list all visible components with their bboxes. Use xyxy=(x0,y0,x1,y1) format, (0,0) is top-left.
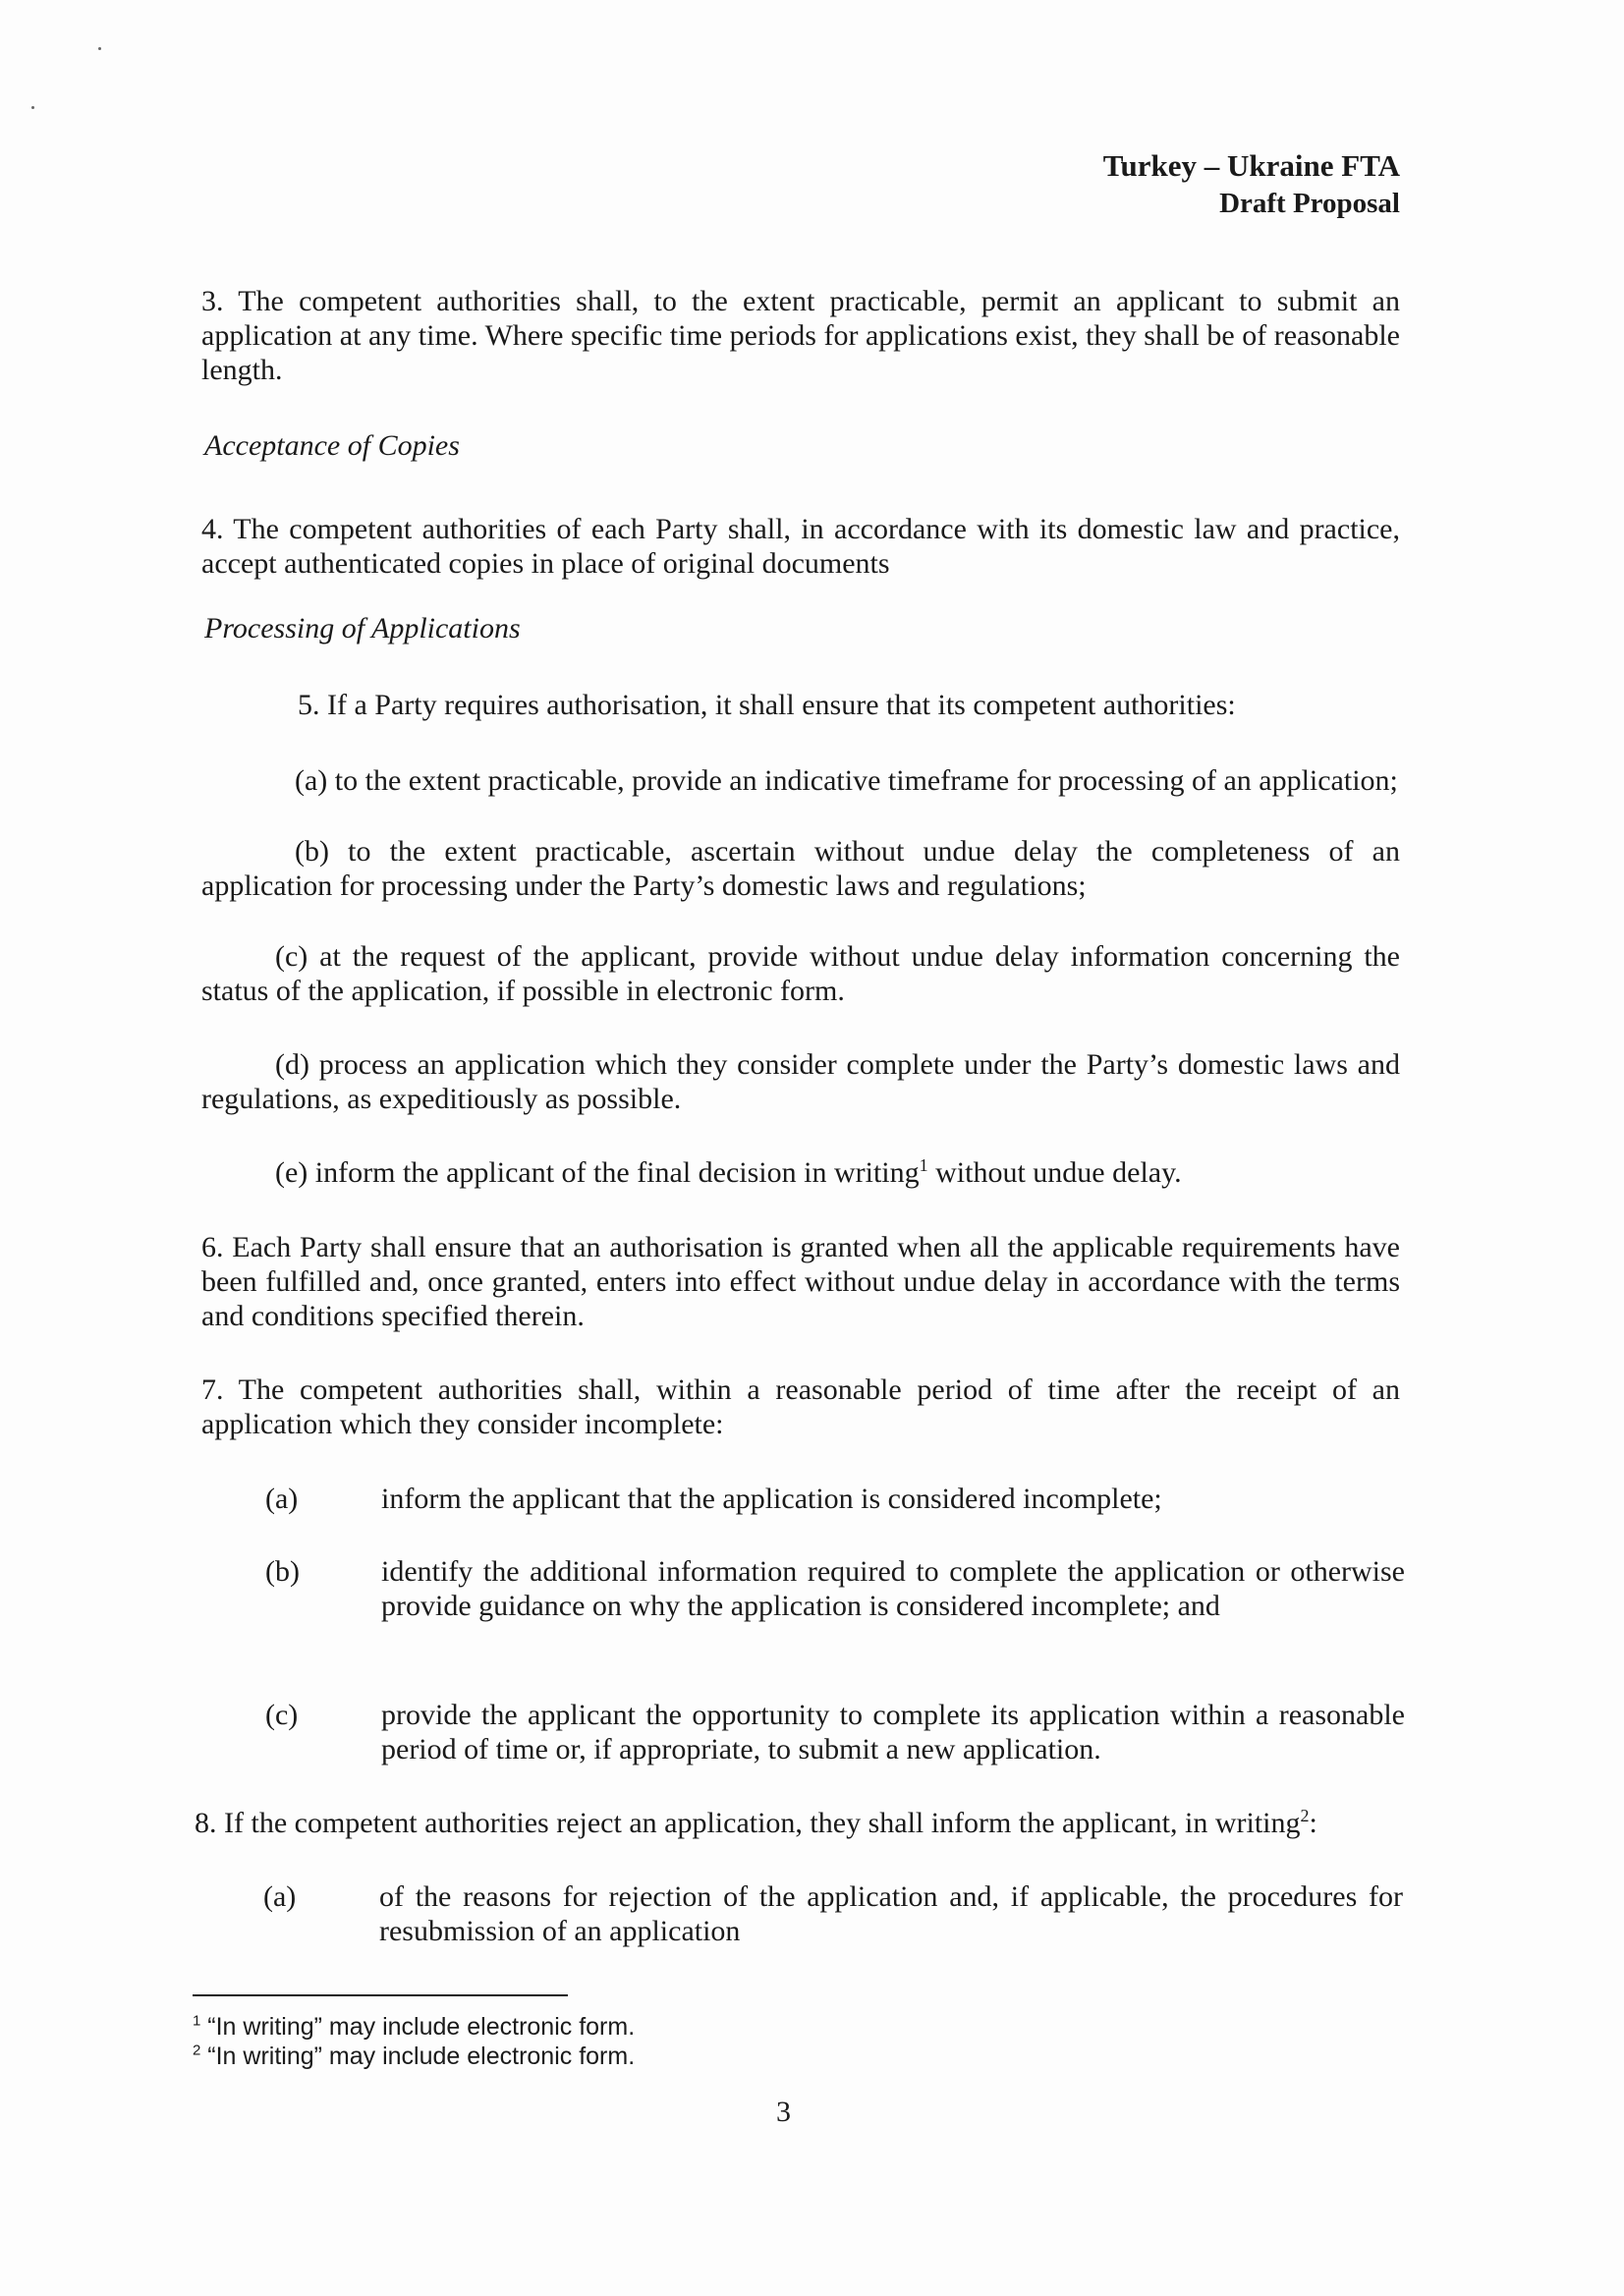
list-item xyxy=(263,1879,1403,1948)
paragraph-5e-text: (e) inform the applicant of the final decision in writing xyxy=(275,1156,920,1189)
list-item-label: (a) xyxy=(263,1880,297,1913)
document-header xyxy=(1103,147,1400,222)
footnote-ref-2: 2 xyxy=(1300,1806,1310,1825)
footnote-text: “In writing” may include electronic form. xyxy=(200,2013,636,2041)
list-item xyxy=(265,1554,1405,1623)
paragraph-8-text: 8. If the competent authorities reject an application, they shall inform the applicant, in writing xyxy=(195,1807,1301,1839)
paragraph-5d: (d) process an application which they consider complete under the Party’s domestic laws and regulations, as expeditiously as possible. xyxy=(201,1048,1400,1115)
list-item-text: inform the applicant that the application is considered incomplete; xyxy=(381,1483,1162,1515)
paragraph-5: 5. If a Party requires authorisation, it shall ensure that its competent authorities: xyxy=(298,689,1236,721)
list-item-label: (b) xyxy=(265,1555,300,1588)
heading-acceptance-of-copies: Acceptance of Copies xyxy=(204,429,460,462)
paragraph-5e xyxy=(275,1155,1405,1190)
paragraph-8 xyxy=(195,1806,1403,1840)
list-item-label: (a) xyxy=(265,1483,299,1515)
paragraph-5a: (a) to the extent practicable, provide an indicative timeframe for processing of an application; xyxy=(295,764,1398,797)
paragraph-5b: (b) to the extent practicable, ascertain without undue delay the completeness of an application for processing under the Party’s domestic laws and regulations; xyxy=(201,835,1400,902)
footnote-text: “In writing” may include electronic form. xyxy=(200,2043,636,2070)
paragraph-3: 3. The competent authorities shall, to the extent practicable, permit an applicant to submit an application at any time. Where specific time periods for applications exist, they shall be of reasonable length. xyxy=(201,285,1400,386)
list-item xyxy=(265,1698,1405,1766)
list-item xyxy=(265,1482,1405,1516)
scan-speck xyxy=(31,106,34,109)
footnote-2 xyxy=(193,2042,635,2071)
footnote-ref-1: 1 xyxy=(919,1155,928,1175)
paragraph-8-tail: : xyxy=(1309,1807,1317,1839)
list-item-text: of the reasons for rejection of the application and, if applicable, the procedures for resubmission of an application xyxy=(379,1880,1403,1947)
footnote-mark: 1 xyxy=(193,2012,201,2030)
footnote-mark: 2 xyxy=(193,2042,201,2059)
footnote-separator xyxy=(193,1994,568,1996)
paragraph-4: 4. The competent authorities of each Party shall, in accordance with its domestic law and practice, accept authenticated copies in place of original documents xyxy=(201,513,1400,580)
paragraph-5e-tail: without undue delay. xyxy=(927,1156,1182,1189)
list-item-text: provide the applicant the opportunity to complete its application within a reasonable period of time or, if appropriate, to submit a new application. xyxy=(381,1699,1405,1765)
paragraph-7: 7. The competent authorities shall, within a reasonable period of time after the receipt of an application which they consider incomplete: xyxy=(201,1373,1400,1440)
paragraph-5c: (c) at the request of the applicant, provide without undue delay information concerning the status of the application, if possible in electronic form. xyxy=(201,940,1400,1007)
page-number: 3 xyxy=(776,2096,791,2128)
list-item-label: (c) xyxy=(265,1699,299,1731)
heading-processing-of-applications: Processing of Applications xyxy=(204,612,521,644)
header-subtitle: Draft Proposal xyxy=(1219,188,1400,219)
scan-speck xyxy=(98,47,101,50)
paragraph-6: 6. Each Party shall ensure that an authorisation is granted when all the applicable requirements have been fulfilled and, once granted, enters into effect without undue delay in accordance with the terms and conditions specified therein. xyxy=(201,1231,1400,1332)
header-title: Turkey – Ukraine FTA xyxy=(1102,148,1400,183)
footnote-1 xyxy=(193,2012,635,2042)
list-item-text: identify the additional information required to complete the application or otherwise provide guidance on why the application is considered incomplete; and xyxy=(381,1555,1405,1622)
